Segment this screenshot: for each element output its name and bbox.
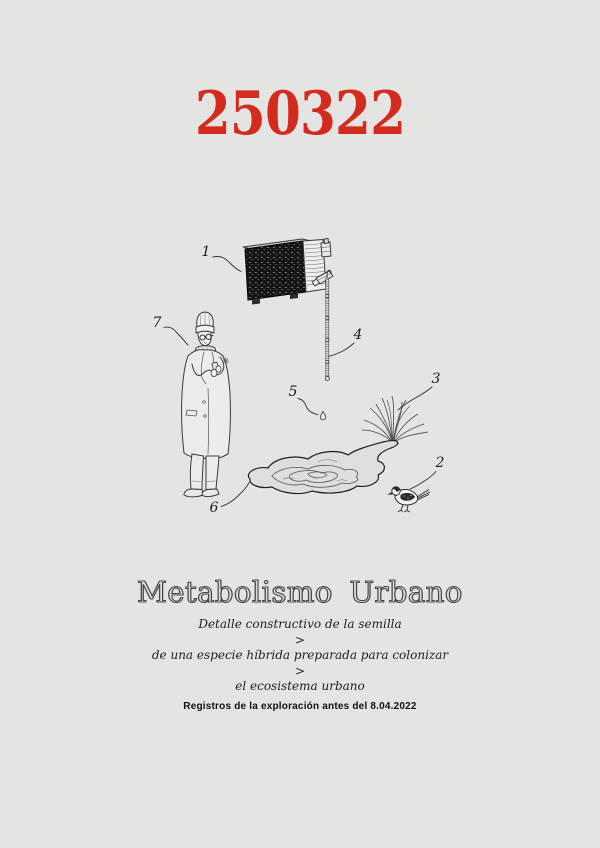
puddle-illustration [248,440,397,493]
callout-7 [153,315,188,345]
callout-3 [398,371,441,410]
callout-5 [289,384,318,415]
callout-5-leader [298,399,318,415]
sparkle-icon [222,358,229,365]
callout-4 [329,327,363,356]
measure-chain-illustration [325,270,331,380]
callout-3-leader [398,387,432,410]
callout-4-leader [329,343,354,356]
callout-7-leader [164,327,188,345]
water-droplet-illustration [320,412,325,420]
callout-5-number: 5 [288,384,298,400]
callout-6-number: 6 [209,500,219,516]
subtitle-block [0,617,600,695]
sparrow-illustration [387,486,430,512]
callout-2-number: 2 [435,455,445,471]
air-conditioner-illustration [243,239,333,305]
technical-diagram [140,226,480,532]
grass-tuft-illustration [362,396,428,445]
callout-7-number: 7 [152,315,162,331]
footer-note: Registros de la exploración antes del 8.04.2022 [183,701,417,712]
subtitle-line-1: Detalle constructivo de la semilla [198,617,402,631]
subtitle-chevron-2: > [294,663,306,678]
callout-2-leader [410,472,436,490]
callout-1 [202,244,241,272]
main-title: Metabolismo Urbano [137,575,463,609]
subtitle-line-3: el ecosistema urbano [235,679,365,693]
callout-4-number: 4 [353,327,363,343]
callout-1-number: 1 [201,244,211,260]
subtitle-line-2: de una especie híbrida preparada para colonizar [151,648,449,662]
callout-2 [410,455,445,489]
date-code-number: 250322 [194,79,406,149]
explorer-figure-illustration [182,312,231,497]
subtitle-chevron-1: > [294,632,306,647]
callout-1-leader [213,256,241,271]
callout-3-number: 3 [431,371,441,387]
callout-6-leader [221,482,250,507]
